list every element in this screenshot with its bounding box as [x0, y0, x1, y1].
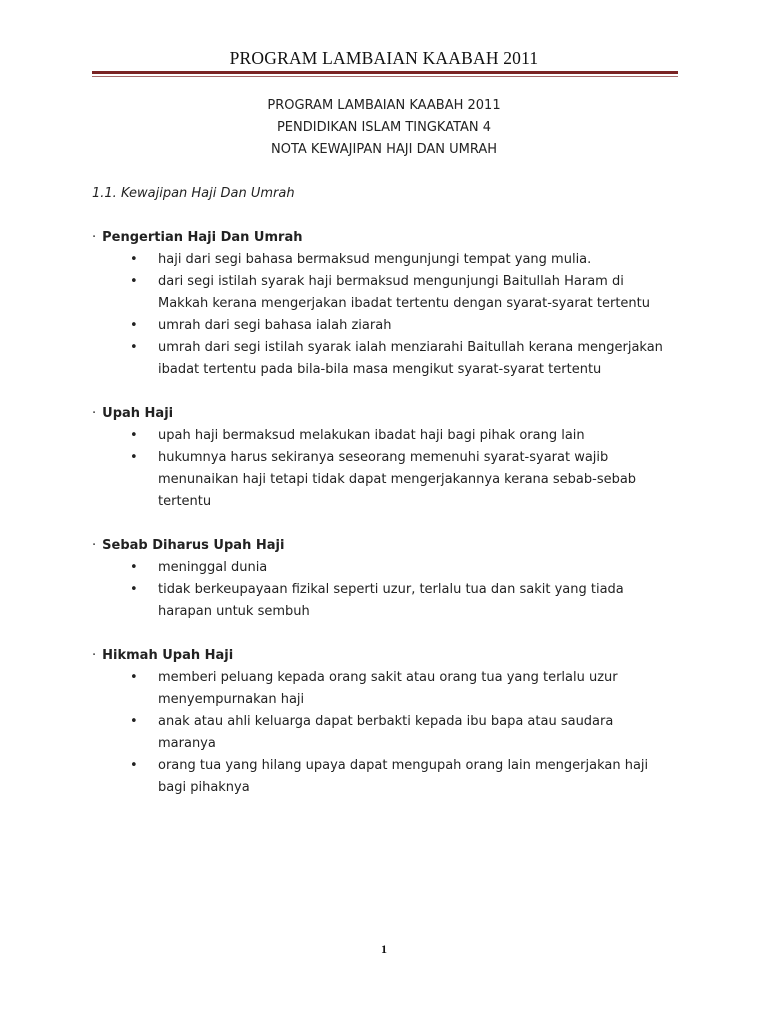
list-item-text: meninggal dunia — [158, 560, 268, 575]
bullet-icon: • — [130, 450, 138, 465]
list-item — [0, 271, 768, 315]
list-item-text: orang tua yang hilang upaya dapat mengupah orang lain mengerjakan haji bagi pihaknya — [158, 758, 649, 795]
section-pengertian — [0, 227, 768, 381]
list-item-text: anak atau ahli keluarga dapat berbakti kepada ibu bapa atau saudara maranya — [158, 714, 614, 751]
bullet-icon: • — [130, 318, 138, 333]
list-item-text: haji dari segi bahasa bermaksud mengunjungi tempat yang mulia. — [158, 252, 592, 267]
header-rule-thin — [92, 76, 678, 77]
bullet-icon: • — [130, 274, 138, 289]
title-block — [0, 95, 768, 161]
section-heading — [0, 227, 768, 249]
list-item — [0, 711, 768, 755]
section-heading — [0, 403, 768, 425]
list-item — [0, 557, 768, 579]
list-item — [0, 249, 768, 271]
bullet-icon: • — [130, 582, 138, 597]
list-item — [0, 579, 768, 623]
bullet-list — [0, 667, 768, 799]
section-heading-text: Sebab Diharus Upah Haji — [102, 538, 285, 553]
section-hikmah — [0, 645, 768, 799]
title-line-subject: PENDIDIKAN ISLAM TINGKATAN 4 — [276, 120, 492, 135]
title-line-program: PROGRAM LAMBAIAN KAABAH 2011 — [267, 98, 501, 113]
list-item-text: umrah dari segi istilah syarak ialah menziarahi Baitullah kerana mengerjakan ibadat tertentu pada bila-bila masa mengikut syarat-syarat tertentu — [158, 340, 663, 377]
section-upah-haji — [0, 403, 768, 513]
section-marker: · — [92, 406, 97, 421]
bullet-list — [0, 249, 768, 381]
bullet-list — [0, 425, 768, 513]
bullet-icon: • — [130, 340, 138, 355]
list-item-text: umrah dari segi bahasa ialah ziarah — [158, 318, 392, 333]
header-rule-thick — [92, 71, 678, 74]
subsection-heading: 1.1. Kewajipan Haji Dan Umrah — [92, 186, 295, 201]
bullet-list — [0, 557, 768, 623]
section-heading-text: Upah Haji — [102, 406, 174, 421]
bullet-icon: • — [130, 252, 138, 267]
bullet-icon: • — [130, 758, 138, 773]
list-item-text: upah haji bermaksud melakukan ibadat haji bagi pihak orang lain — [158, 428, 585, 443]
bullet-icon: • — [130, 560, 138, 575]
section-heading-text: Hikmah Upah Haji — [102, 648, 234, 663]
list-item-text: memberi peluang kepada orang sakit atau orang tua yang terlalu uzur menyempurnakan haji — [158, 670, 618, 707]
page-number: 1 — [381, 942, 387, 956]
list-item-text: tidak berkeupayaan fizikal seperti uzur, terlalu tua dan sakit yang tiada harapan untuk sembuh — [158, 582, 624, 619]
section-heading — [0, 535, 768, 557]
section-marker: · — [92, 230, 97, 245]
list-item — [0, 315, 768, 337]
section-heading-text: Pengertian Haji Dan Umrah — [102, 230, 303, 245]
list-item — [0, 755, 768, 799]
section-heading — [0, 645, 768, 667]
document-body — [0, 95, 768, 799]
title-line-notes: NOTA KEWAJIPAN HAJI DAN UMRAH — [270, 142, 498, 157]
list-item-text: hukumnya harus sekiranya seseorang memenuhi syarat-syarat wajib menunaikan haji tetapi tidak dapat mengerjakannya kerana sebab-sebab tertentu — [158, 450, 637, 509]
bullet-icon: • — [130, 714, 138, 729]
bullet-icon: • — [130, 670, 138, 685]
section-marker: · — [92, 538, 97, 553]
section-sebab-diharus — [0, 535, 768, 623]
list-item-text: dari segi istilah syarak haji bermaksud mengunjungi Baitullah Haram di Makkah kerana mengerjakan ibadat tertentu dengan syarat-syarat tertentu — [158, 274, 650, 311]
list-item — [0, 425, 768, 447]
section-marker: · — [92, 648, 97, 663]
bullet-icon: • — [130, 428, 138, 443]
list-item — [0, 337, 768, 381]
list-item — [0, 667, 768, 711]
list-item — [0, 447, 768, 513]
page-header-title: PROGRAM LAMBAIAN KAABAH 2011 — [229, 48, 539, 68]
